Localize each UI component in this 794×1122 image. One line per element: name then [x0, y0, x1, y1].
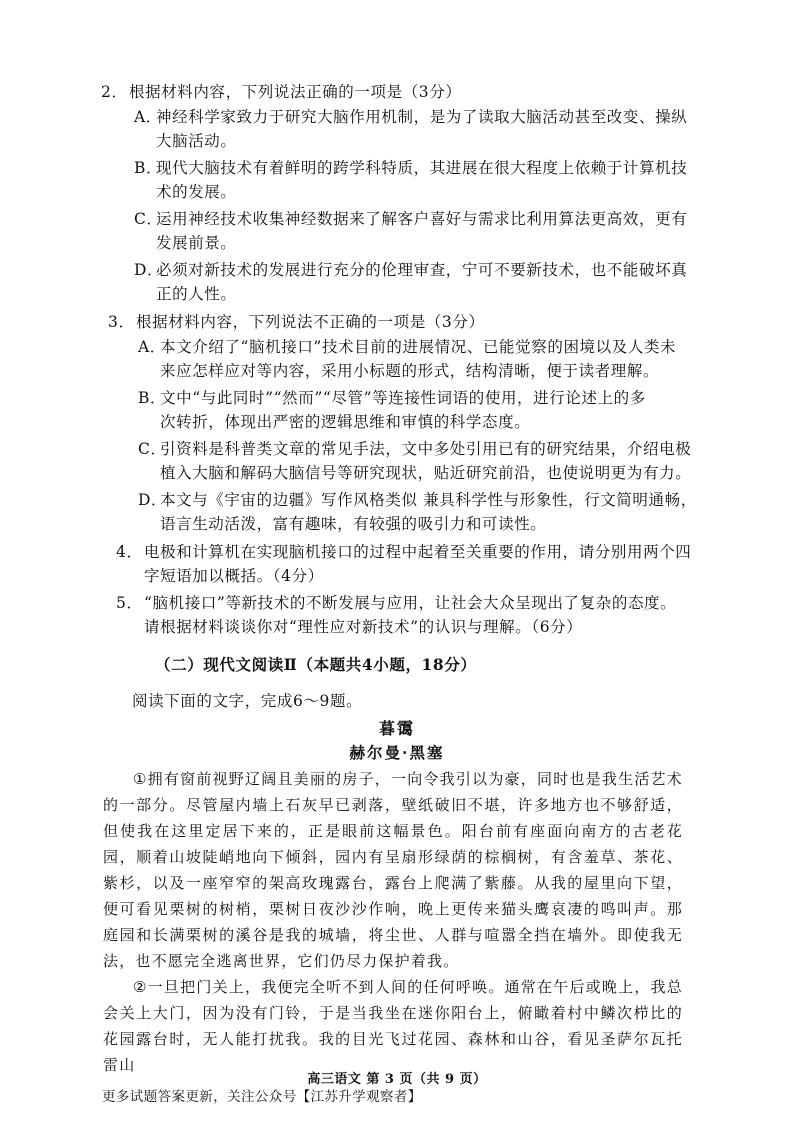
option-text-cont: 大脑活动。 [156, 132, 237, 150]
question-3-option-b [138, 386, 646, 434]
option-text: 引资料是科普类文章的常见手法，文中多处引用已有的研究结果，介绍电极 [160, 440, 692, 458]
article-paragraph-2: ②一旦把门关上，我便完全听不到人间的任何呼唤。通常在午后或晚上，我总会关上大门，因为没有门铃，于是当我坐在迷你阳台上，俯瞰着村中鳞次栉比的花园露台时，无人能打扰我。我的目光飞过花园、森林和山谷，看见圣萨尔瓦托雷山 [103, 978, 683, 1074]
section-heading: （二）现代文阅读Ⅱ（本题共4小题，18分） [155, 655, 477, 674]
option-text: 必须对新技术的发展进行充分的伦理审查，宁可不要新技术，也不能破坏真 [156, 261, 688, 279]
question-number: 5． [116, 594, 143, 612]
option-text-cont: 发展前景。 [156, 234, 237, 252]
article-author: 赫尔曼·黑塞 [349, 743, 445, 762]
option-text: 神经科学家致力于研究大脑作用机制，是为了读取大脑活动甚至改变、操纵 [156, 108, 688, 126]
option-label: D． [138, 491, 168, 509]
question-3-option-d [138, 488, 697, 536]
option-text-cont: 来应怎样应对等内容，采用小标题的形式，结构清晰，便于读者理解。 [160, 362, 660, 380]
option-text-cont: 语言生动活泼，富有趣味，有较强的吸引力和可读性。 [160, 515, 547, 533]
option-text: 文中“与此同时”“然而”“尽管”等连接性词语的使用，进行论述上的多 [160, 389, 646, 407]
question-text: 根据材料内容，下列说法不正确的一项是（3分） [136, 313, 485, 331]
option-text-cont: 术的发展。 [156, 183, 237, 201]
question-text: 根据材料内容，下列说法正确的一项是（3分） [129, 83, 462, 101]
article-paragraph-1: ①拥有窗前视野辽阔且美丽的房子，一向令我引以为豪，同时也是我生活艺术的一部分。尽管屋内墙上石灰早已剥落，壁纸破旧不堪，许多地方也不够舒适，但使我在这里定居下来的，正是眼前这幅景色。阳台前有座面向南方的古老花园，顺着山坡陡峭地向下倾斜，园内有呈扇形绿荫的棕榈树，有含羞草、茶花、紫杉，以及一座窄窄的架高玫瑰露台，露台上爬满了紫藤。从我的屋里向下望，便可看见栗树的树梢，栗树日夜沙沙作响，晚上更传来猫头鹰哀凄的鸣叫声。那庭园和长满栗树的溪谷是我的城墙，将尘世、人群与喧嚣全挡在墙外。即使我无法，也不愿完全逃离世界，它们仍尽力保护着我。 [103, 770, 683, 970]
option-text-cont: 植入大脑和解码大脑信号等研究现状，贴近研究前沿，也使说明更为有力。 [160, 464, 692, 482]
question-text-cont: 字短语加以概括。（4分） [144, 567, 324, 585]
question-2-stem [101, 80, 461, 104]
question-2-option-a [134, 105, 687, 153]
question-3-option-c [138, 437, 691, 485]
question-text: “脑机接口”等新技术的不断发展与应用，让社会大众呈现出了复杂的态度。 [144, 594, 677, 612]
article-title: 暮霭 [378, 719, 415, 738]
option-label: A． [134, 108, 162, 126]
option-text-cont: 正的人性。 [156, 285, 237, 303]
option-text: 本文与《宇宙的边疆》写作风格类似 兼具科学性与形象性，行文简明通畅， [160, 491, 697, 509]
reading-instruction: 阅读下面的文字，完成6～9题。 [132, 692, 363, 710]
option-label: C． [134, 210, 163, 228]
question-3-option-a [138, 335, 676, 383]
question-text: 电极和计算机在实现脑机接口的过程中起着至关重要的作用，请分别用两个四 [144, 543, 692, 561]
option-label: A． [138, 338, 166, 356]
option-label: C． [138, 440, 167, 458]
option-label: D． [134, 261, 164, 279]
question-5 [116, 591, 676, 639]
question-4 [116, 540, 691, 588]
promo-text: 更多试题答案更新，关注公众号【江苏升学观察者】 [102, 1089, 422, 1105]
option-text: 运用神经技术收集神经数据来了解客户喜好与需求比利用算法更高效，更有 [156, 210, 688, 228]
option-label: B． [138, 389, 167, 407]
question-2-option-b [134, 156, 687, 204]
option-text: 现代大脑技术有着鲜明的跨学科特质，其进展在很大程度上依赖于计算机技 [156, 159, 688, 177]
question-number: 4． [116, 543, 143, 561]
question-number: 3． [108, 313, 135, 331]
article-body [103, 766, 683, 1078]
option-label: B． [134, 159, 163, 177]
question-2-option-d [134, 258, 687, 306]
option-text-cont: 次转折，体现出严密的逻辑思维和审慎的科学态度。 [160, 413, 531, 431]
option-text: 本文介绍了“脑机接口”技术目前的进展情况、已能觉察的困境以及人类未 [160, 338, 677, 356]
question-text-cont: 请根据材料谈谈你对“理性应对新技术”的认识与理解。（6分） [144, 618, 583, 636]
question-3-stem [108, 310, 485, 334]
question-2-option-c [134, 207, 687, 255]
page-footer: 高三语文 第 3 页（共 9 页） [307, 1072, 487, 1087]
question-number: 2． [101, 83, 128, 101]
